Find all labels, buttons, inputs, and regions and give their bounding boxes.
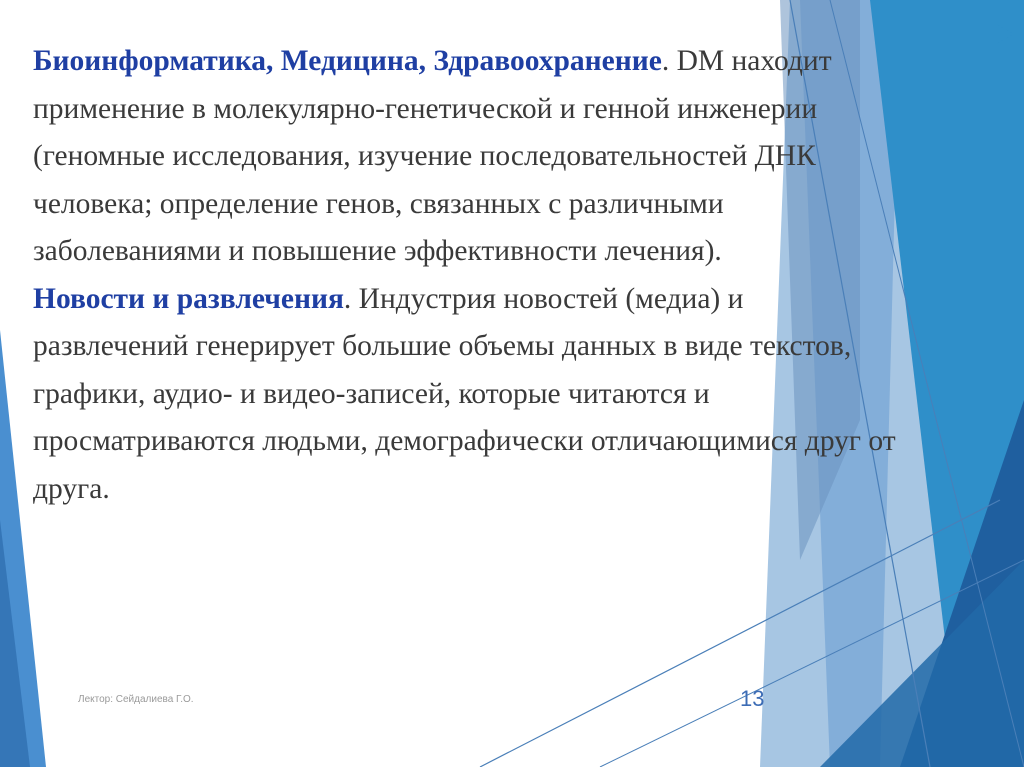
heading-bioinformatics: Биоинформатика, Медицина, Здравоохранение <box>33 45 662 77</box>
text-news: Индустрия новостей (медиа) и развлечений генерирует большие объемы данных в виде текстов, графики, аудио- и видео-записей, которые читаются и просматриваются людьми, демографически отличающимися друг от друга. <box>33 282 896 505</box>
paragraph-bioinformatics: Биоинформатика, Медицина, Здравоохранение. DM находит применение в молекулярно-генетической и генной инженерии (геномные исследования, изучение последовательностей ДНК человека; определение генов, связанных с различными заболеваниями и повышение эффективности лечения). <box>33 45 832 267</box>
heading-news: Новости и развлечения <box>33 282 344 315</box>
slide-content <box>33 38 903 513</box>
text-bioinformatics: DM находит применение в молекулярно-генетической и генной инженерии (геномные исследования, изучение последовательностей ДНК человека; определение генов, связанных с различными заболеваниями и повышение эффективности лечения). <box>33 45 832 267</box>
paragraph-news: Новости и развлечения. Индустрия новостей (медиа) и развлечений генерирует большие объемы данных в виде текстов, графики, аудио- и видео-записей, которые читаются и просматриваются людьми, демографически отличающимися друг от друга. <box>33 282 896 505</box>
lecturer-footer: Лектор: Сейдалиева Г.О. <box>78 694 194 705</box>
play-arrow-icon <box>996 24 1014 44</box>
page-number: 13 <box>740 686 765 711</box>
